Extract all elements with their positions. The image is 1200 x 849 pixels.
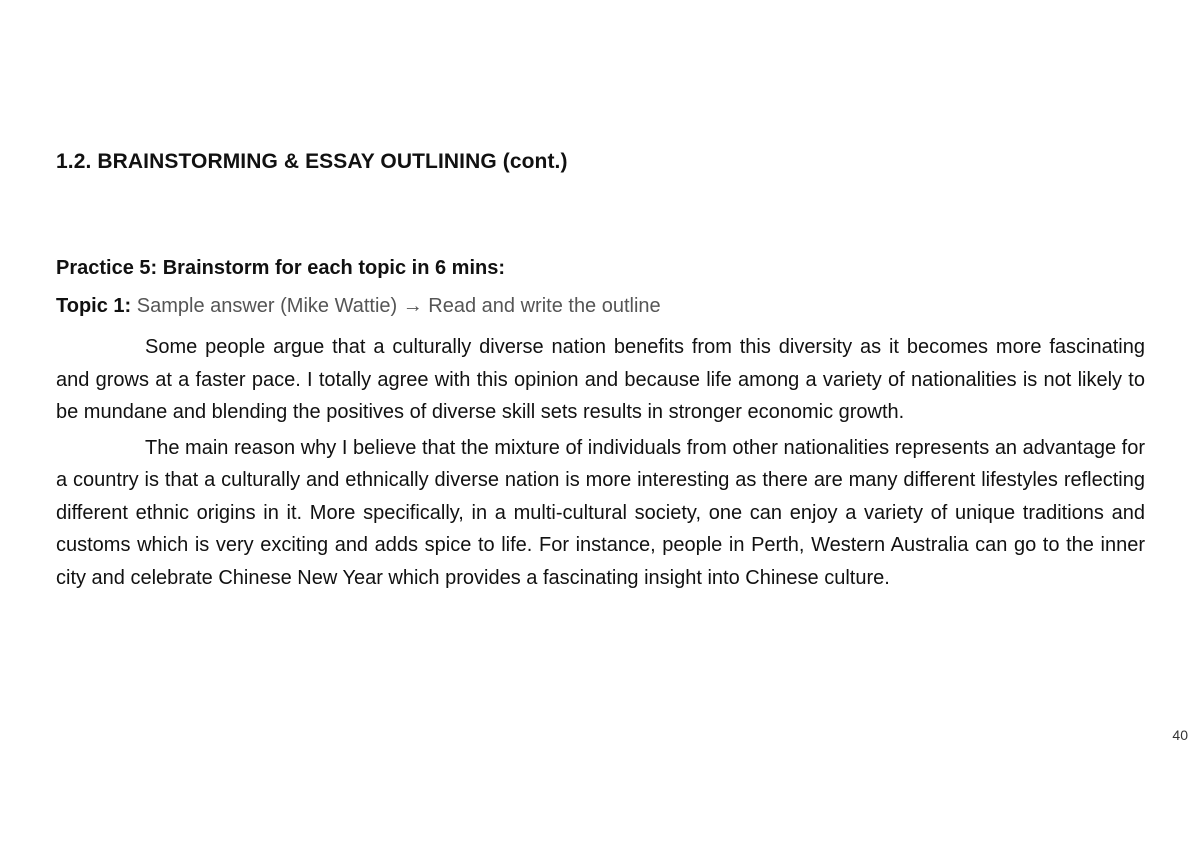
essay-paragraph-2: The main reason why I believe that the mixture of individuals from other nationalities represents an advantage for a country is that a culturally and ethnically diverse nation is more interesting as there are many different lifestyles reflecting different ethnic origins in it. More specifically, in a multi-cultural society, one can enjoy a variety of unique traditions and customs which is very exciting and adds spice to life. For instance, people in Perth, Western Australia can go to the inner city and celebrate Chinese New Year which provides a fascinating insight into Chinese culture.: [56, 436, 1145, 589]
essay-body: [56, 331, 1145, 597]
essay-paragraph-1: Some people argue that a culturally diverse nation benefits from this diversity as it becomes more fascinating and grows at a faster pace. I totally agree with this opinion and because life among a variety of nationalities is not likely to be mundane and blending the positives of diverse skill sets results in stronger economic growth.: [56, 336, 1145, 423]
practice-heading: Practice 5: Brainstorm for each topic in 6 mins:: [56, 257, 506, 279]
page-number: 40: [1172, 727, 1188, 743]
topic-description: Sample answer (Mike Wattie) → Read and write the outline: [136, 295, 661, 317]
section-title: 1.2. BRAINSTORMING & ESSAY OUTLINING (cont.): [56, 150, 568, 173]
topic-label: Topic 1:: [56, 295, 132, 317]
topic-line: [56, 295, 661, 318]
